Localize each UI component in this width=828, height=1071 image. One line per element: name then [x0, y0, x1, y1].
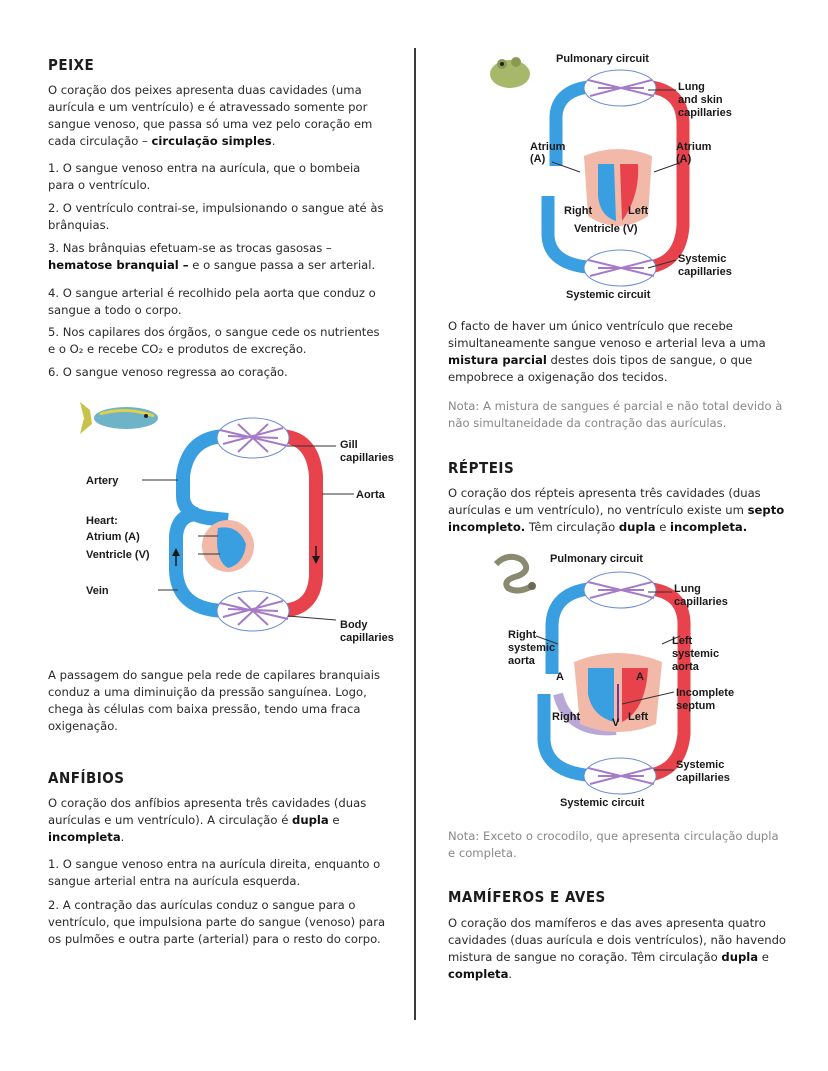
label-a-left: A: [556, 671, 564, 683]
label-ventricle: Ventricle (V): [86, 549, 150, 561]
label-lung: Lung: [678, 81, 705, 93]
label-left-systemic-3: aorta: [672, 661, 699, 673]
peixe-after: A passagem do sangue pela rede de capilares branquiais conduz a uma diminuição da pressão sanguínea. Logo, chega às células com baixa pressão, tendo uma fraca oxigenação.: [48, 668, 381, 733]
label-systemic-capillaries: capillaries: [678, 266, 732, 278]
label-right-systemic-2: systemic: [508, 642, 556, 654]
label-systemic: Systemic: [678, 253, 727, 265]
label-ventricle: Ventricle (V): [574, 223, 638, 235]
repteis-intro: O coração dos répteis apresenta três cavidades (duas aurículas e um ventrículo), no ventrículo existe um septo incompleto. Têm circulação dupla e incompleta.: [448, 486, 785, 534]
label-left-systemic-2: systemic: [672, 648, 720, 660]
fish-circulation-diagram: [78, 396, 394, 652]
peixe-step-6: 6. O sangue venoso regressa ao coração.: [48, 365, 288, 379]
label-right: Right: [564, 205, 593, 217]
label-atrium-right: Atrium: [676, 141, 712, 153]
label-right-systemic-3: aorta: [508, 655, 535, 667]
label-body-capillaries: capillaries: [340, 632, 394, 644]
peixe-step-5: 5. Nos capilares dos órgãos, o sangue cede os nutrientes e o O₂ e recebe CO₂ e produtos de excreção.: [48, 325, 380, 356]
heading-repteis: RÉPTEIS: [448, 459, 515, 477]
label-left: Left: [628, 205, 649, 217]
label-pulmonary-circuit: Pulmonary circuit: [550, 553, 643, 565]
anfibios-intro: O coração dos anfíbios apresenta três cavidades (duas aurículas e um ventrículo). A circulação é dupla e incompleta.: [48, 796, 367, 844]
snake-icon: [496, 557, 536, 591]
anfibios-after: O facto de haver um único ventrículo que recebe simultaneamente sangue venoso e arterial leva a uma mistura parcial destes dois tipos de sangue, o que empobrece a oxigenação dos tecidos.: [448, 319, 766, 384]
label-systemic-capillaries: capillaries: [676, 772, 730, 784]
label-systemic-circuit: Systemic circuit: [560, 797, 645, 809]
label-atrium-left: Atrium: [530, 141, 566, 153]
label-left: Left: [628, 711, 649, 723]
label-body: Body: [340, 619, 368, 631]
label-a-right: (A): [676, 153, 692, 165]
repteis-nota: Nota: Exceto o crocodilo, que apresenta circulação dupla e completa.: [448, 829, 779, 860]
label-lung-capillaries: capillaries: [678, 107, 732, 119]
column-divider: [414, 48, 416, 1020]
label-a-left: (A): [530, 153, 546, 165]
heading-peixe: PEIXE: [48, 56, 95, 74]
anfibios-step-1: 1. O sangue venoso entra na aurícula direita, enquanto o sangue arterial entra na aurícula esquerda.: [48, 857, 381, 888]
label-artery: Artery: [86, 475, 119, 487]
label-systemic-circuit: Systemic circuit: [566, 289, 651, 301]
label-and-skin: and skin: [678, 94, 723, 106]
anfibios-step-2: 2. A contração das aurículas conduz o sangue para o ventrículo, que impulsiona parte do sangue (venoso) para os pulmões e outra parte (arterial) para o resto do corpo.: [48, 898, 386, 946]
label-septum: septum: [676, 700, 716, 712]
label-right-systemic-1: Right: [508, 629, 537, 641]
label-heart: Heart:: [86, 515, 118, 527]
label-v: V: [612, 717, 620, 729]
peixe-step-4: 4. O sangue arterial é recolhido pela aorta que conduz o sangue a todo o corpo.: [48, 286, 376, 317]
label-left-systemic-1: Left: [672, 635, 693, 647]
heading-anfibios: ANFÍBIOS: [48, 769, 125, 787]
heading-mamiferos: MAMÍFEROS E AVES: [448, 888, 606, 906]
label-vein: Vein: [86, 585, 109, 597]
label-incomplete: Incomplete: [676, 687, 735, 699]
anfibios-nota: Nota: A mistura de sangues é parcial e não total devido à não simultaneidade da contração das aurículas.: [448, 399, 783, 430]
label-atrium: Atrium (A): [86, 531, 140, 543]
label-lung-capillaries: capillaries: [674, 596, 728, 608]
peixe-intro: O coração dos peixes apresenta duas cavidades (uma aurícula e um ventrículo) e é atravessado somente por sangue venoso, que passa só uma vez pelo coração em cada circulação – circulação simples.: [48, 83, 373, 148]
peixe-step-1: 1. O sangue venoso entra na aurícula, que o bombeia para o ventrículo.: [48, 161, 361, 192]
label-pulmonary-circuit: Pulmonary circuit: [556, 53, 649, 65]
amphibian-circulation-diagram: [488, 46, 744, 304]
mamiferos-intro: O coração dos mamíferos e das aves apresenta quatro cavidades (duas aurícula e dois ventrículos), não havendo mistura de sangue no coração. Têm circulação dupla e completa.: [448, 916, 787, 981]
frog-icon: [490, 57, 530, 88]
label-lung: Lung: [674, 583, 701, 595]
label-gill: Gill: [340, 439, 358, 451]
peixe-step-3: 3. Nas brânquias efetuam-se as trocas gasosas – hematose branquial – e o sangue passa a ser arterial.: [48, 241, 376, 272]
label-aorta: Aorta: [356, 489, 385, 501]
peixe-step-2: 2. O ventrículo contrai-se, impulsionando o sangue até às brânquias.: [48, 201, 384, 232]
label-gill-capillaries: capillaries: [340, 452, 394, 464]
label-systemic: Systemic: [676, 759, 725, 771]
label-right: Right: [552, 711, 581, 723]
label-a-right: A: [636, 671, 644, 683]
reptile-circulation-diagram: [488, 544, 744, 816]
